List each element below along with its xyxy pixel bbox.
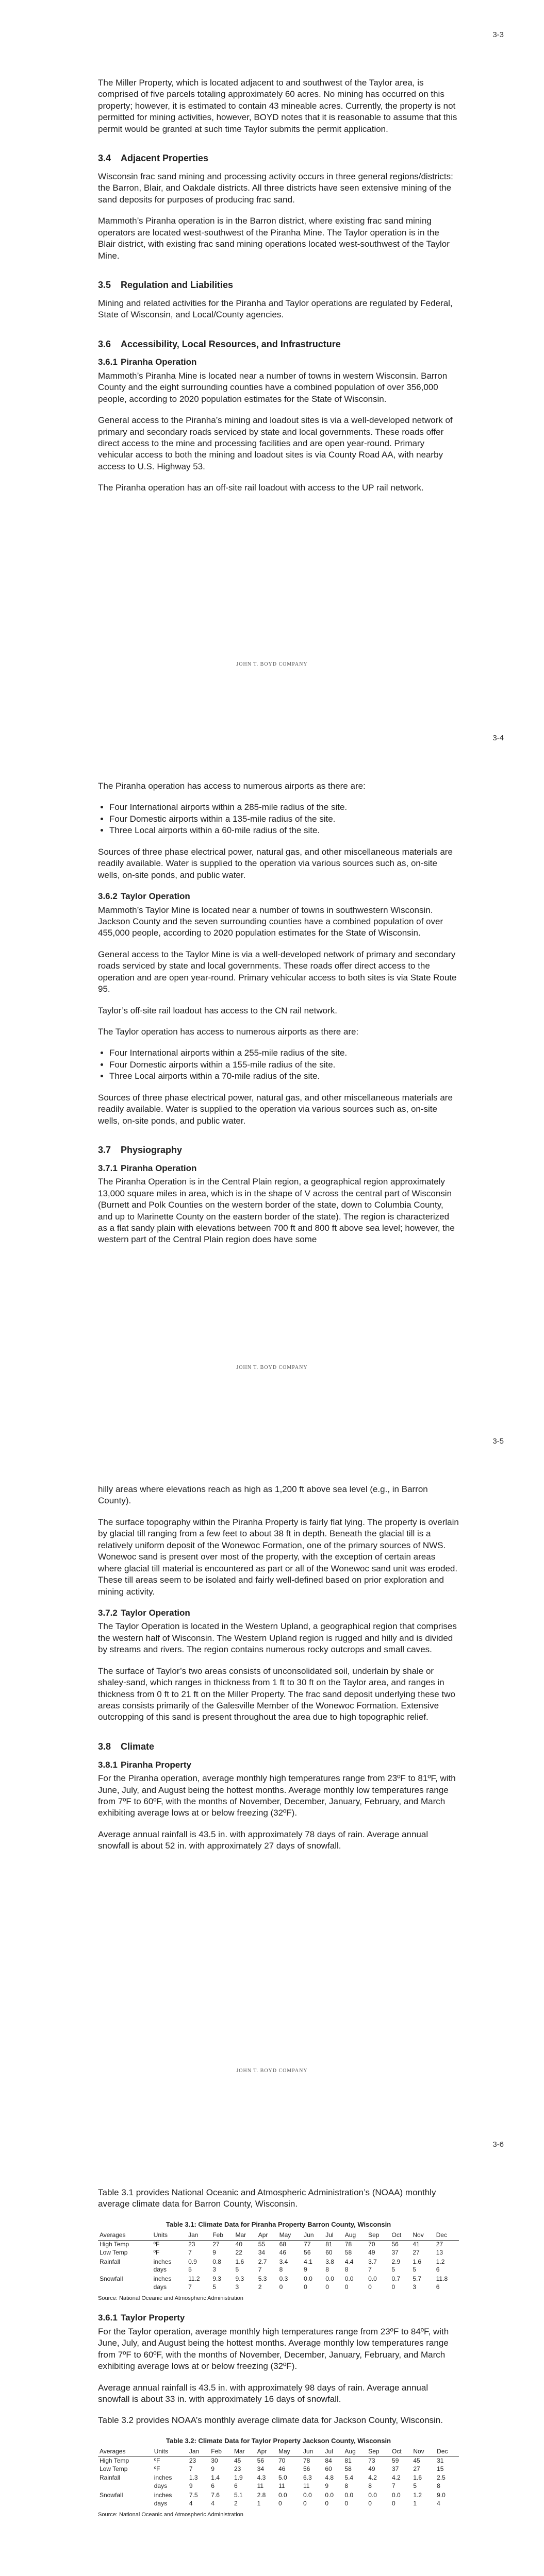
column-header: Nov [411, 2231, 434, 2240]
table-cell: 6 [436, 2266, 440, 2274]
paragraph: Table 3.1 provides National Oceanic and Atmospheric Administration’s (NOAA) monthly average climate data for Barron County, Wisconsin. [98, 2188, 436, 2209]
table-cell: 23 [234, 2465, 241, 2472]
paragraph: For the Taylor operation, average monthly high temperatures range from 23ºF to 84ºF, with June, July, and August being the hottest months. Average monthly low temperatures range from 7ºF to 60ºF, with the months of November, December, January, February, and March exhibiting average lows at or below freezing (32ºF). [98, 2326, 449, 2371]
table-cell: 60 [325, 2248, 333, 2256]
table-cell: 11 [303, 2482, 310, 2490]
table-row [98, 2482, 459, 2490]
column-header: May [277, 2447, 302, 2456]
column-header: Oct [390, 2447, 411, 2456]
table-cell: 9 [212, 2248, 216, 2256]
table-cell: 0.0 [325, 2492, 334, 2499]
heading-text: Physiography [121, 1145, 183, 1156]
table-cell: 7 [188, 2248, 192, 2256]
section-heading [98, 279, 459, 292]
table-cell: 4.4 [344, 2258, 354, 2265]
table-cell: 22 [235, 2248, 242, 2256]
table-caption: Table 3.2: Climate Data for Taylor Property Jackson County, Wisconsin [166, 2436, 391, 2445]
table-cell: ºF [153, 2248, 160, 2256]
table-cell: 15 [437, 2465, 444, 2472]
table-cell: 0 [325, 2283, 329, 2291]
table-cell: 4 [189, 2499, 193, 2507]
table-cell: inches [154, 2474, 172, 2482]
table-row [98, 2240, 459, 2248]
table-cell: 9 [189, 2482, 193, 2490]
table-cell: 1.3 [189, 2474, 198, 2482]
table-cell: inches [154, 2492, 172, 2499]
table-cell: days [154, 2499, 168, 2507]
bullet-list [98, 1047, 459, 1082]
list-item: • Four International airports within a 285-mile radius of the site. [109, 802, 459, 813]
table-cell: ºF [154, 2465, 160, 2472]
table-cell: 81 [344, 2456, 352, 2464]
table-cell: 1.9 [234, 2474, 243, 2482]
column-header: Jun [302, 2447, 323, 2456]
table-cell: 0.7 [391, 2275, 401, 2283]
column-header: Dec [435, 2447, 459, 2456]
table-cell: 0.0 [368, 2275, 377, 2283]
table-cell: 5.3 [258, 2275, 267, 2283]
table-cell: Low Temp [100, 2465, 128, 2472]
table-cell: 27 [413, 2465, 420, 2472]
table-cell: 81 [325, 2240, 333, 2248]
table-cell: 5.0 [278, 2474, 287, 2482]
column-header: Sep [367, 2231, 390, 2240]
heading-number: 3.6 [98, 338, 111, 349]
table-cell: 56 [257, 2456, 264, 2464]
table-cell: 0 [391, 2283, 395, 2291]
column-header: Mar [233, 2447, 256, 2456]
table-cell: 4 [211, 2499, 215, 2507]
table-cell: 1.2 [436, 2258, 445, 2265]
table-cell: 23 [188, 2240, 195, 2248]
table-cell: 5.4 [344, 2474, 354, 2482]
table-cell: 46 [279, 2248, 286, 2256]
paragraph: Taylor’s off-site rail loadout has access to the CN rail network. [98, 1005, 337, 1015]
table-cell: 49 [368, 2248, 375, 2256]
page-content [98, 1484, 459, 1862]
table-cell: 68 [279, 2240, 286, 2248]
table-cell: 4.2 [368, 2474, 377, 2482]
table-cell: 0.0 [392, 2492, 401, 2499]
page-footer: JOHN T. BOYD COMPANY [236, 2068, 308, 2074]
column-header: Jul [323, 2447, 343, 2456]
page-number: 3-5 [492, 1437, 504, 1446]
subsection-heading [98, 891, 459, 902]
subsection-heading [98, 1759, 459, 1771]
table-cell: 27 [413, 2248, 420, 2256]
table-cell: 4 [437, 2499, 440, 2507]
table-cell [98, 2482, 153, 2490]
table-cell: 3.4 [279, 2258, 288, 2265]
paragraph: Mammoth’s Piranha Mine is located near a number of towns in western Wisconsin. Barron County and the eight surrounding counties have a combined population of over 356,000 people, according to 2020 population estimates for the State of Wisconsin. [98, 370, 448, 404]
table-cell: 0.0 [303, 2492, 312, 2499]
page-content [98, 77, 459, 504]
table-cell: Snowfall [100, 2492, 123, 2499]
table-cell: 84 [325, 2456, 332, 2464]
table-row [98, 2465, 459, 2473]
table-row [98, 2500, 459, 2508]
table-cell: 0.8 [212, 2258, 221, 2265]
column-header: Sep [367, 2447, 390, 2456]
table-cell: 8 [368, 2482, 372, 2490]
page-number: 3-4 [492, 734, 504, 742]
table-cell: 0 [325, 2499, 329, 2507]
section-heading [98, 338, 459, 351]
paragraph: The Taylor operation has access to numerous airports as there are: [98, 1027, 359, 1037]
table-cell: 13 [436, 2248, 443, 2256]
table-cell: 0.0 [278, 2492, 287, 2499]
table-cell: 2.5 [437, 2474, 446, 2482]
table-cell: 6 [211, 2482, 215, 2490]
table-cell: 0.0 [304, 2275, 312, 2283]
page-3-4 [0, 703, 544, 1406]
table-cell: days [154, 2482, 168, 2490]
page-number: 3-6 [492, 2140, 504, 2149]
paragraph: Mammoth’s Piranha operation is in the Barron district, where existing frac sand mining operators are located west-southwest of the Piranha Mine. The Taylor operation is in the Blair district, with existing frac sand mining operations located west-southwest of the Taylor Mine. [98, 216, 450, 261]
table-cell: 0 [304, 2283, 307, 2291]
table-cell: 70 [278, 2456, 286, 2464]
table-cell: 0 [368, 2283, 372, 2291]
table-cell: 5 [235, 2266, 239, 2274]
table-cell: 4.2 [392, 2474, 401, 2482]
table-cell: 5.1 [234, 2492, 243, 2499]
climate-table [98, 2231, 459, 2292]
table-cell: 8 [344, 2482, 349, 2490]
heading-number: 3.7.2 [98, 1607, 118, 1618]
column-header: Units [152, 2231, 187, 2240]
page-3-5 [0, 1406, 544, 2110]
table-cell: High Temp [100, 2456, 129, 2464]
heading-text: Taylor Operation [121, 1607, 190, 1618]
column-header: Jul [324, 2231, 343, 2240]
bullet-list [98, 802, 459, 836]
table-row [98, 2490, 459, 2500]
heading-text: Taylor Property [121, 2313, 185, 2323]
paragraph: The Piranha operation has an off-site rail loadout with access to the UP rail network. [98, 483, 424, 493]
table-cell: 77 [304, 2240, 311, 2248]
table-cell: 1.6 [413, 2474, 422, 2482]
table-cell: 3 [413, 2283, 417, 2291]
table-source: Source: National Oceanic and Atmospheric Administration [98, 2295, 243, 2301]
table-cell: 11 [257, 2482, 264, 2490]
table-cell: 46 [278, 2465, 286, 2472]
table-cell: 7.6 [211, 2492, 220, 2499]
paragraph: The Piranha operation has access to numerous airports as there are: [98, 781, 366, 791]
table-cell: 0 [392, 2499, 395, 2507]
table-cell: 56 [304, 2248, 311, 2256]
table-cell: 9.0 [437, 2492, 446, 2499]
table-cell: 2 [234, 2499, 238, 2507]
table-cell: 70 [368, 2240, 375, 2248]
column-header: Apr [257, 2231, 278, 2240]
table-cell: Snowfall [100, 2275, 123, 2283]
table-cell: 0.0 [344, 2275, 354, 2283]
heading-number: 3.6.2 [98, 891, 118, 902]
table-cell: 5 [391, 2266, 395, 2274]
table-cell: 5 [188, 2266, 192, 2274]
table-header-row [98, 2447, 459, 2456]
table-cell: 1.2 [413, 2492, 422, 2499]
table-cell: Low Temp [100, 2248, 128, 2256]
table-header-row [98, 2231, 459, 2240]
table-cell: 78 [344, 2240, 352, 2248]
column-header: Nov [411, 2447, 435, 2456]
paragraph: Table 3.2 provides NOAA’s monthly average climate data for Jackson County, Wisconsin. [98, 2415, 443, 2426]
section-heading [98, 1144, 459, 1157]
table-cell: 56 [303, 2465, 310, 2472]
table-cell: 0 [278, 2499, 282, 2507]
page-content [98, 781, 459, 1256]
paragraph: The surface of Taylor’s two areas consists of unconsolidated soil, underlain by shale or shaley-sand, which ranges in thickness from 1 ft to 30 ft on the Taylor area, and ranges in thickness from 0 ft to 21 ft on the Miller Property. The frac sand deposit underlying these two areas consists primarily of the Galesville Member of the Wonewoc Formation. Extensive outcropping of this sand is present throughout the area due to high topographic relief. [98, 1666, 455, 1722]
table-cell: 56 [391, 2240, 399, 2248]
section-heading [98, 1741, 459, 1753]
paragraph: General access to the Taylor Mine is via a well-developed network of primary and secondary roads serviced by state and local governments. These roads offer direct access to the operation and are open year-round. Primary vehicular access to both sites is via State Route 95. [98, 949, 457, 994]
column-header: Jan [187, 2231, 211, 2240]
table-cell: 11.8 [436, 2275, 448, 2283]
page-3-6 [0, 2110, 544, 2576]
table-cell: 0 [303, 2499, 307, 2507]
paragraph: Sources of three phase electrical power, natural gas, and other miscellaneous materials are readily available. Water is supplied to the operation via various sources such as, on-site wells, on-site ponds, and public water. [98, 1092, 453, 1126]
subsection-heading [98, 357, 459, 368]
paragraph: Average annual rainfall is 43.5 in. with approximately 98 days of rain. Average annual snowfall is about 33 in. with approximately 16 days of snowfall. [98, 2382, 428, 2404]
table-cell: 0.9 [188, 2258, 197, 2265]
table-cell: 8 [344, 2266, 349, 2274]
table-cell: 59 [392, 2456, 399, 2464]
table-cell: days [153, 2266, 167, 2274]
table-cell: 6 [234, 2482, 238, 2490]
list-item: • Four International airports within a 255-mile radius of the site. [109, 1047, 459, 1059]
paragraph: The surface topography within the Piranha Property is fairly flat lying. The property is overlain by glacial till ranging from a few feet to about 38 ft in depth. Beneath the glacial till is a relatively uniform deposit of the Wonewoc Formation, one of the primary sources of NWS. Wonewoc sand is present over most of the property, with the exception of certain areas where glacial till material is encountered as part or all of the Wonewoc sand unit was eroded. These till areas seem to be isolated and fairly well-defined based on prior exploration and mining activity. [98, 1517, 459, 1597]
subsection-heading [98, 1163, 459, 1174]
paragraph: Mining and related activities for the Piranha and Taylor operations are regulated by Federal, State of Wisconsin, and Local/County agencies. [98, 298, 453, 320]
table-cell: 58 [344, 2248, 352, 2256]
table-cell: 5 [212, 2283, 216, 2291]
table-cell: 1.6 [413, 2258, 422, 2265]
table-cell: 45 [413, 2456, 420, 2464]
table-cell: 73 [368, 2456, 375, 2464]
table-cell: 7 [368, 2266, 372, 2274]
column-header: May [278, 2231, 303, 2240]
table-cell: 2 [258, 2283, 262, 2291]
heading-number: 3.5 [98, 280, 111, 290]
column-header: Aug [343, 2231, 367, 2240]
table-cell: 7 [188, 2283, 192, 2291]
table-cell: 7 [189, 2465, 193, 2472]
table-row [98, 2257, 459, 2266]
paragraph: Wisconsin frac sand mining and processing activity occurs in three general regions/districts: the Barron, Blair, and Oakdale districts. All three districts have seen extensive mining of the sand deposits for purposes of producing frac sand. [98, 171, 453, 205]
heading-text: Accessibility, Local Resources, and Infrastructure [121, 338, 341, 349]
heading-text: Adjacent Properties [121, 153, 209, 164]
column-header: Mar [234, 2231, 257, 2240]
table-cell: 7.5 [189, 2492, 198, 2499]
table-cell: 8 [279, 2266, 283, 2274]
table-cell: 0 [279, 2283, 283, 2291]
page-number: 3-3 [492, 30, 504, 39]
table-cell: 4.3 [257, 2474, 266, 2482]
column-header: Feb [209, 2447, 233, 2456]
table-cell: 3.8 [325, 2258, 334, 2265]
table-cell: 1 [413, 2499, 417, 2507]
column-header: Jan [188, 2447, 209, 2456]
table-cell: 58 [344, 2465, 352, 2472]
subsection-heading [98, 2312, 459, 2324]
table-cell: days [153, 2283, 167, 2291]
paragraph: General access to the Piranha’s mining and loadout sites is via a well-developed network of primary and secondary roads serviced by state and local governments. These roads offer direct access to the mine and processing facilities and are open year-round. Primary vehicular access to both the mining and loadout sites is via County Road AA, with nearby access to U.S. Highway 53. [98, 415, 453, 471]
list-item: • Four Domestic airports within a 135-mile radius of the site. [109, 814, 459, 825]
table-cell: 0.0 [325, 2275, 334, 2283]
paragraph: For the Piranha operation, average monthly high temperatures range from 23ºF to 81ºF, with June, July, and August being the hottest months. Average monthly low temperatures range from 7ºF to 60ºF, with the months of November, December, January, February, and March exhibiting average lows at or below freezing (32ºF). [98, 1773, 456, 1818]
subsection-heading [98, 1607, 459, 1619]
table-cell: Rainfall [100, 2258, 121, 2265]
table-cell: inches [153, 2258, 172, 2265]
table-cell: 23 [189, 2456, 196, 2464]
table-cell: 31 [437, 2456, 444, 2464]
table-cell: 78 [303, 2456, 310, 2464]
table-cell: 34 [257, 2465, 264, 2472]
list-item: • Four Domestic airports within a 155-mile radius of the site. [109, 1059, 459, 1071]
table-cell: Rainfall [100, 2474, 121, 2482]
column-header: Oct [390, 2231, 411, 2240]
paragraph: The Piranha Operation is in the Central Plain region, a geographical region approximately 13,000 square miles in area, which is in the shape of V across the central part of Wisconsin (Burnett and Polk Counties on the western border of the state, down to Columbia County, and up to Marinette County on the eastern border of the state). The region is characterized as a flat sandy plain with elevations between 700 ft and 800 ft above sea level; however, the western part of the Central Plain region does have some [98, 1177, 455, 1245]
table-cell: 37 [391, 2248, 399, 2256]
table-cell: 34 [258, 2248, 266, 2256]
table-cell: 2.7 [258, 2258, 267, 2265]
table-row [98, 2274, 459, 2283]
table-cell: 11 [278, 2482, 285, 2490]
table-cell: 55 [258, 2240, 266, 2248]
table-cell: 11.2 [188, 2275, 200, 2283]
section-heading [98, 152, 459, 165]
paragraph: hilly areas where elevations reach as high as 1,200 ft above sea level (e.g., in Barron County). [98, 1484, 428, 1506]
table-cell: 45 [234, 2456, 241, 2464]
column-header: Averages [98, 2447, 153, 2456]
column-header: Dec [435, 2231, 459, 2240]
column-header: Averages [98, 2231, 152, 2240]
heading-number: 3.6.1 [98, 357, 118, 367]
heading-number: 3.8 [98, 1741, 111, 1752]
paragraph: Average annual rainfall is 43.5 in. with approximately 78 days of rain. Average annual snowfall is about 52 in. with approximately 27 days of snowfall. [98, 1829, 428, 1851]
table-cell: 5 [413, 2482, 417, 2490]
table-cell: inches [153, 2275, 172, 2283]
table-cell: 9 [211, 2465, 215, 2472]
page-footer: JOHN T. BOYD COMPANY [236, 662, 308, 667]
heading-number: 3.8.1 [98, 1759, 118, 1770]
table-cell: 3 [235, 2283, 239, 2291]
table-cell: 37 [392, 2465, 399, 2472]
heading-text: Piranha Property [121, 1759, 191, 1770]
table-cell: 2.9 [391, 2258, 401, 2265]
heading-text: Taylor Operation [121, 891, 190, 902]
table-cell: 41 [413, 2240, 420, 2248]
list-item: • Three Local airports within a 70-mile radius of the site. [109, 1071, 459, 1082]
paragraph: Sources of three phase electrical power, natural gas, and other miscellaneous materials are readily available. Water is supplied to the operation via various sources such as, on-site wells, on-site ponds, and public water. [98, 846, 453, 880]
table-cell: 1 [257, 2499, 261, 2507]
table-source: Source: National Oceanic and Atmospheric Administration [98, 2511, 243, 2518]
table-cell: 5.7 [413, 2275, 422, 2283]
table-row [98, 2456, 459, 2465]
table-cell: 27 [212, 2240, 220, 2248]
table-cell: 0.0 [344, 2492, 354, 2499]
table-caption: Table 3.1: Climate Data for Piranha Property Barron County, Wisconsin [166, 2220, 391, 2228]
paragraph: The Miller Property, which is located adjacent to and southwest of the Taylor area, is comprised of five parcels totaling approximately 60 acres. No mining has occurred on this property; however, it is estimated to contain 43 mineable acres. Currently, the property is not permitted for mining activities, however, BOYD notes that it is reasonable to assume that this permit would be granted at such time Taylor submits the permit application. [98, 78, 457, 134]
table-cell: 0 [344, 2283, 349, 2291]
table-cell: 27 [436, 2240, 443, 2248]
paragraph: The Taylor Operation is located in the Western Upland, a geographical region that comprises the western half of Wisconsin. The Western Upland region is rugged and hilly and is divided by streams and rivers. The region contains numerous rocky outcrops and small caves. [98, 1621, 457, 1655]
table-cell: 9 [325, 2482, 329, 2490]
table-cell [98, 2283, 152, 2292]
heading-text: Piranha Operation [121, 1163, 197, 1173]
table-cell: 6 [436, 2283, 440, 2291]
table-cell: 0.3 [279, 2275, 288, 2283]
table-row [98, 2249, 459, 2257]
table-cell: 9 [304, 2266, 307, 2274]
table-row [98, 2266, 459, 2274]
table-cell: 60 [325, 2465, 332, 2472]
table-row [98, 2473, 459, 2482]
table-cell: 0 [368, 2499, 372, 2507]
table-cell: 0.0 [368, 2492, 377, 2499]
table-cell [98, 2500, 153, 2508]
heading-number: 3.6.1 [98, 2313, 118, 2323]
table-cell: ºF [154, 2456, 160, 2464]
table-cell: 6.3 [303, 2474, 312, 2482]
paragraph: Mammoth’s Taylor Mine is located near a number of towns in southwestern Wisconsin. Jackson County and the seven surrounding counties have a combined population of over 455,000 people, according to 2020 population estimates for the State of Wisconsin. [98, 905, 443, 938]
heading-text: Piranha Operation [121, 357, 197, 367]
heading-text: Climate [121, 1741, 155, 1752]
table-cell: 3 [212, 2266, 216, 2274]
table-cell: 5 [413, 2266, 417, 2274]
list-item: • Three Local airports within a 60-mile radius of the site. [109, 825, 459, 836]
heading-number: 3.7 [98, 1145, 111, 1156]
heading-text: Regulation and Liabilities [121, 280, 234, 290]
table-cell: 1.6 [235, 2258, 244, 2265]
climate-table [98, 2447, 459, 2508]
table-cell: 2.8 [257, 2492, 266, 2499]
table-cell: 7 [392, 2482, 395, 2490]
table-cell: ºF [153, 2240, 160, 2248]
table-cell: 4.1 [304, 2258, 312, 2265]
column-header: Jun [302, 2231, 324, 2240]
column-header: Units [153, 2447, 188, 2456]
table-cell: 4.8 [325, 2474, 334, 2482]
column-header: Feb [211, 2231, 234, 2240]
heading-number: 3.7.1 [98, 1163, 118, 1173]
table-cell: 8 [437, 2482, 440, 2490]
table-cell: 49 [368, 2465, 375, 2472]
table-cell: 9.3 [212, 2275, 221, 2283]
table-cell: 30 [211, 2456, 218, 2464]
table-cell: 7 [258, 2266, 262, 2274]
heading-number: 3.4 [98, 153, 111, 164]
column-header: Apr [256, 2447, 277, 2456]
page-3-3 [0, 0, 544, 703]
column-header: Aug [343, 2447, 367, 2456]
table-cell: 40 [235, 2240, 242, 2248]
table-cell: 0 [344, 2499, 349, 2507]
table-cell [98, 2266, 152, 2274]
table-cell: High Temp [100, 2240, 129, 2248]
page-footer: JOHN T. BOYD COMPANY [236, 1365, 308, 1370]
table-cell: 8 [325, 2266, 329, 2274]
table-cell: 9.3 [235, 2275, 244, 2283]
table-cell: 3.7 [368, 2258, 377, 2265]
page-content [98, 2187, 459, 2529]
table-row [98, 2283, 459, 2292]
table-cell: 1.4 [211, 2474, 220, 2482]
